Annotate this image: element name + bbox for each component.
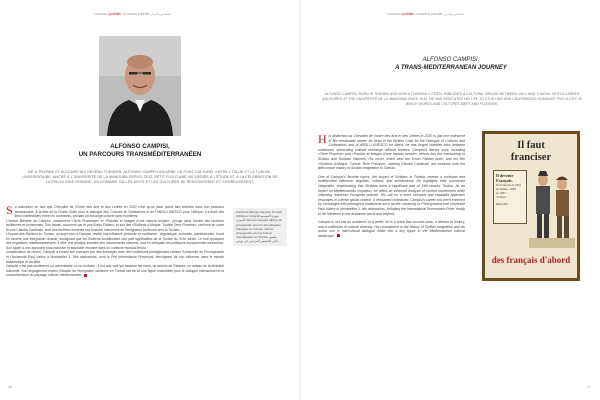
left-page-dek: NÉ À TRAPANI ET AUJOURD'HUI DEVENU TUNISIEN, ALFONSO CAMPISI INCARNE UN PONT CULTUREL ENTRE L'ITALIE ET LA TUNISIE. UNIVERSITAIRE, ANCRÉ À L'UNIVERSITÉ DE LA MANOUBA DEPUIS 2012, PETIT FILS D'UNE VIE DÉDIÉE À L'ÉTUDE ET À LA CÉLÉBRATION DE LA PHILOLOGIE ROMANE, UN DOMAINE OÙ LES MOTS ET LES CULTURES SE RENCONTRENT ET S'ENRICHISSENT. [22,170,278,185]
left-page-subtitle: UN PARCOURS TRANSMÉDITERRANÉEN [78,151,202,158]
poster-sign: Il devenir Français. Un Français en 1931 un Italien : 1000 en 1931 : 3 Francs Mussolini [493,170,527,224]
photo-caption: Portrait d'Alfonso Campisi. Portrait d'Alfonso Campisi صورة ألفونسو كامبيزي Alfonso Campisi affiche de propagande pour la naturalisation française en Tunisie. affiche propagande pour la France naturalisation en Tunisie ملصق دعائي للتجنيس الفرنسي في تونس [233,208,287,246]
right-page-dek: ALFONSO CAMPISI, BORN IN TRAPANI AND NOW A TUNISIAN CITIZEN, EMBODIES A CULTURAL BRIDGE BETWEEN ITALY AND TUNISIA. WITH A CAREER ANCHORED AT THE UNIVERSITÉ DE LA MANOUBA SINCE 2012, HE HAS DEDICATED HIS LIFE TO STUDYING AND CELEBRATING ROMANCE PHILOLOGY, IN WHICH WORDS AND CULTURES MEET AND FLOURISH. [322,92,582,106]
body-paragraph: His distinction as Chevalier de l'ordre des Arts et des Lettres in 2020 is just one milestone in his remarkable career. As head of the Sicilian Chair for the Dialogue of Cultures and Civilizations and of ABGLU-UNESCO for Africa, he has forged indelible links between continents, advocating cultural exchange without borders. Campisi's literary work, including «Terre Promise» and «Paroles et images d'une histoire tunisie», delves into the intertwining of Sicilian and Tunisian histories. His novel, which won the Ennio Flaiano prize, and his film «Siciliens d'Afrique. Tunisie Terre Promise», starring Claudia Cardinale, are windows onto the little-known history of Sicilian emigration to Tunisia. [318,132,465,171]
poster-figures-illustration [529,168,575,248]
body-paragraph: Campisi is not just an academic or a writer; he is a voice that crosses seas, a witness to history, and a craftsman of cultural diversity. His commitment to the history of Sicilian emigration and his active role in intercultural dialogue make him a key figure in the Mediterranean cultural landscape. [318,220,465,238]
end-mark-icon [84,274,87,277]
body-paragraph: L'œuvre littéraire de Campisi, notamment «Terre Promesse» et «Paroles et images d'une histoire tunisie», plonge dans l'amitié des histoires siciliennes et tunisiennes. Son travail, couronné par le prix Ennio Flaiano, et son film «Siciliens d'Afrique. Tunisie Terre Promise», renforce en outre la voix Claudia Cardinale, sont des fenêtres ouvertes sur l'histoire méconnue de l'émigration sicilienne vers la Tunisie. [6,218,224,232]
right-page-title: ALFONSO CAMPISI, [422,57,480,63]
body-paragraph: Sa distinction en tant que Chevalier de l'Ordre des Arts et des Lettres en 2020 n'est qu'un jalon parmi tant d'autres dans son parcours remarquable. À la tête de la Chaire Sicile pour le dialogue des Cultures et Civilisations et de l'ABGLU-INESCO pour l'Afrique, il a tissé des liens indéfectibles entre les continents, prônant un échange culturel sans frontières. [6,203,224,219]
body-paragraph: Campisi n'est pas seulement un universitaire ou un écrivain ; il est une voix qui traverse les mers, un témoin de l'histoire, un artisan de la diversité culturelle. Son engagement envers l'histoire de l'émigration sicilienne en Tunisie fait de lui une figure essentielle pour le dialogue interculturel et la compréhension du paysage culturel méditerranéen. [6,264,224,278]
page-number-left: 16 [8,385,12,389]
left-page [0,0,299,400]
right-page-subtitle: A TRANS-MEDITERRANEAN JOURNEY [395,65,507,71]
propaganda-poster [482,131,580,281]
poster-headline: Il faut franciser [510,140,552,163]
body-paragraph: One of Campisi's favorite topics, the impact of Sicilians in Tunisia, reveals a profound and multifaceted influence: linguistic, cultural, and architectural. He highlights their successful integration, emphasizing that Sicilians were a significant part of 19th-century Tunisia. As an expert on Mediterranean migration, he offers an informed analysis of current movements while criticizing restrictive European policies. His call for a more inclusive and equitable approach resonates in a tense global context. A renowned contributor, Campisi's career has been enriched by exchanges with prestigious institutions such as the University of Pennsylvania and Université Paul Valéry in Montpellier 3. His distinctions, including the International Provenzano Prize, testify to his influence in the academic world and beyond. [318,174,465,216]
running-header-left: i nouveaux portraits i nouveaux portraits إشخاص وأسرار [93,12,172,16]
running-header-right: i nouveaux portraits i nouveaux portraits إشخاص وأسرار [386,12,465,16]
poster-footer: des français d'abord [491,255,571,265]
portrait-illustration [99,36,181,136]
left-page-body [6,205,224,278]
right-page-body [318,134,465,242]
end-mark-icon [337,234,340,237]
poster-paper [485,134,577,278]
body-paragraph: Collaboration de renom, Campisi a enrichi son parcours par des échanges avec des institutions prestigieuses comme l'Université de Pennsylvanie et l'Université Paul Valéry à Montpellier 3. Ses distinctions, dont le Prix international Provençal, témoignent de son influence dans le monde académique et au-delà. [6,250,224,264]
portrait-photo [99,36,181,136]
left-page-title: ALFONSO CAMPISI, [110,143,170,150]
body-paragraph: L'impact des Siciliens en Tunisie, un sujet cher à Campisi, révèle une influence profonde et multiforme : linguistique, culturelle, architecturale. Il met en lumière une intégration réussie, soulignant que les Siciliens constituaient une part significative de la Tunisie du XIXe siècle. Le tout qu'aspect des migrations méditerranéennes, il offre une analyse éclairée des mouvements culturels, tout en critiquant les politiques européennes restrictives. Son appel à une approche plus inclusive et équitable résonne dans un contexte mondial tendu. [6,232,224,250]
drop-cap: S [6,203,13,217]
page-number-right: 17 [587,385,591,389]
drop-cap: H [318,132,327,146]
